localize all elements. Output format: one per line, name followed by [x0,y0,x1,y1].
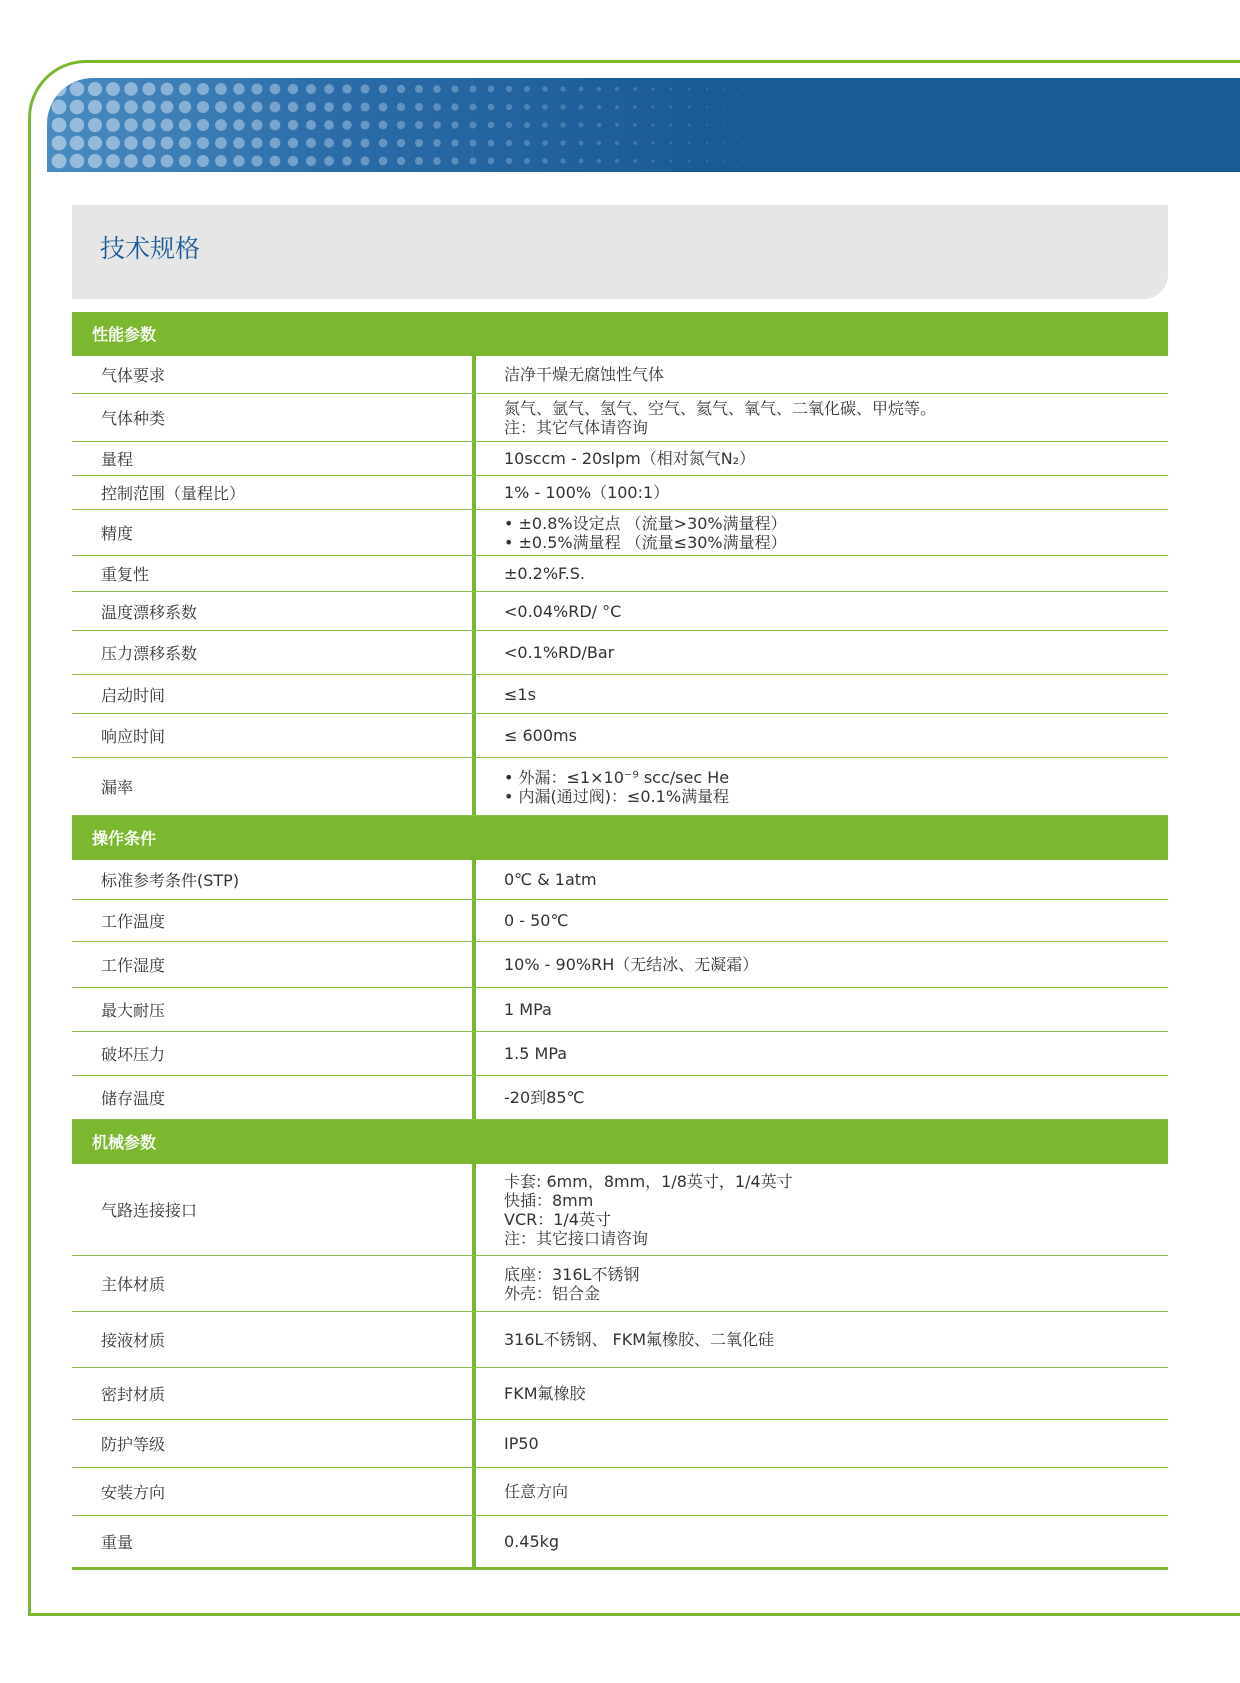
spec-row [72,1312,1168,1368]
spec-value [476,1076,1168,1119]
spec-value [476,758,1168,815]
spec-label: 安装方向 [72,1468,476,1515]
spec-value-line: 1 MPa [504,1000,552,1019]
spec-label: 主体材质 [72,1256,476,1311]
spec-value-line: 0.45kg [504,1532,560,1551]
page-title: 技术规格 [100,234,201,263]
spec-value-line: VCR：1/4英寸 [504,1209,611,1229]
spec-value-line: 10% - 90%RH（无结冰、无凝霜） [504,955,759,974]
spec-value-line: ≤ 600ms [504,726,577,745]
spec-value-line: 0 - 50℃ [504,911,569,930]
spec-label: 漏率 [72,758,476,815]
spec-label: 密封材质 [72,1368,476,1419]
spec-value-line: 1% - 100%（100:1） [504,483,670,502]
spec-label: 量程 [72,442,476,475]
spec-value [476,1256,1168,1311]
dot-pattern [47,78,807,172]
spec-row [72,1076,1168,1120]
spec-value [476,1312,1168,1367]
spec-row [72,631,1168,675]
spec-value [476,1420,1168,1467]
spec-row [72,556,1168,592]
spec-row [72,356,1168,394]
spec-label: 最大耐压 [72,988,476,1031]
spec-value-line: • 外漏：≤1×10⁻⁹ scc/sec He [504,767,730,787]
spec-value [476,714,1168,757]
spec-row [72,1256,1168,1312]
spec-label: 气路连接接口 [72,1164,476,1255]
spec-label: 标准参考条件(STP) [72,860,476,899]
spec-row [72,758,1168,816]
spec-label: 重复性 [72,556,476,591]
spec-value-line: 快插：8mm [504,1190,594,1210]
spec-value-line: 1.5 MPa [504,1044,568,1063]
spec-value [476,631,1168,674]
spec-label: 气体种类 [72,394,476,441]
spec-row [72,1164,1168,1256]
spec-value [476,988,1168,1031]
spec-row [72,1468,1168,1516]
spec-value-line: <0.04%RD/ °C [504,601,622,621]
spec-value-line: -20到85℃ [504,1088,585,1107]
spec-value [476,1516,1168,1567]
spec-value-line: 10sccm - 20slpm（相对氮气N₂） [504,449,756,468]
spec-value-line: 卡套: 6mm，8mm，1/8英寸，1/4英寸 [504,1171,793,1191]
spec-row [72,476,1168,510]
spec-row [72,988,1168,1032]
spec-label: 响应时间 [72,714,476,757]
spec-label: 气体要求 [72,356,476,393]
spec-label: 储存温度 [72,1076,476,1119]
spec-value-line: 氮气、氩气、氢气、空气、氦气、氧气、二氧化碳、甲烷等。 [504,398,937,418]
spec-value [476,442,1168,475]
spec-label: 压力漂移系数 [72,631,476,674]
spec-row [72,900,1168,942]
header-banner [47,78,1240,172]
spec-row [72,1516,1168,1570]
spec-value [476,356,1168,393]
spec-value [476,1032,1168,1075]
spec-label: 启动时间 [72,675,476,713]
section-heading: 机械参数 [72,1120,1168,1164]
spec-value-line: 注：其它气体请咨询 [504,417,649,437]
spec-value [476,394,1168,441]
spec-row [72,1368,1168,1420]
spec-row [72,1420,1168,1468]
spec-value [476,675,1168,713]
spec-label: 工作温度 [72,900,476,941]
spec-value-line: 注：其它接口请咨询 [504,1228,649,1248]
spec-value-line: 底座：316L不锈钢 [504,1264,640,1284]
spec-value [476,476,1168,509]
spec-value-line: • ±0.5%满量程 （流量≤30%满量程） [504,532,787,552]
spec-row [72,675,1168,714]
spec-label: 精度 [72,510,476,555]
spec-label: 重量 [72,1516,476,1567]
spec-row [72,942,1168,988]
spec-value [476,556,1168,591]
spec-table [72,312,1168,1570]
spec-label: 控制范围（量程比） [72,476,476,509]
spec-label: 工作湿度 [72,942,476,987]
spec-label: 破坏压力 [72,1032,476,1075]
spec-row [72,442,1168,476]
spec-value [476,592,1168,630]
spec-value [476,1468,1168,1515]
spec-value [476,942,1168,987]
title-box [72,205,1168,299]
spec-value-line: FKM氟橡胶 [504,1384,586,1403]
spec-label: 温度漂移系数 [72,592,476,630]
spec-value-line: 316L不锈钢、 FKM氟橡胶、二氧化硅 [504,1330,775,1349]
spec-value [476,1368,1168,1419]
spec-value [476,510,1168,555]
spec-row [72,1032,1168,1076]
spec-label: 防护等级 [72,1420,476,1467]
spec-value-line: 0℃ & 1atm [504,870,597,889]
spec-row [72,714,1168,758]
spec-value [476,860,1168,899]
spec-value-line: 洁净干燥无腐蚀性气体 [504,365,665,384]
spec-row [72,592,1168,631]
spec-row [72,860,1168,900]
spec-value-line: ±0.2%F.S. [504,564,586,583]
spec-value-line: • ±0.8%设定点 （流量>30%满量程） [504,513,787,533]
spec-row [72,510,1168,556]
spec-value-line: ≤1s [504,684,536,704]
spec-value-line: <0.1%RD/Bar [504,643,615,662]
section-heading: 操作条件 [72,816,1168,860]
spec-row [72,394,1168,442]
spec-label: 接液材质 [72,1312,476,1367]
spec-value-line: • 内漏(通过阀)：≤0.1%满量程 [504,786,730,806]
spec-value [476,1164,1168,1255]
spec-value-line: IP50 [504,1434,539,1453]
spec-value-line: 任意方向 [504,1482,569,1501]
spec-value-line: 外壳：铝合金 [504,1283,601,1303]
spec-value [476,900,1168,941]
section-heading: 性能参数 [72,312,1168,356]
